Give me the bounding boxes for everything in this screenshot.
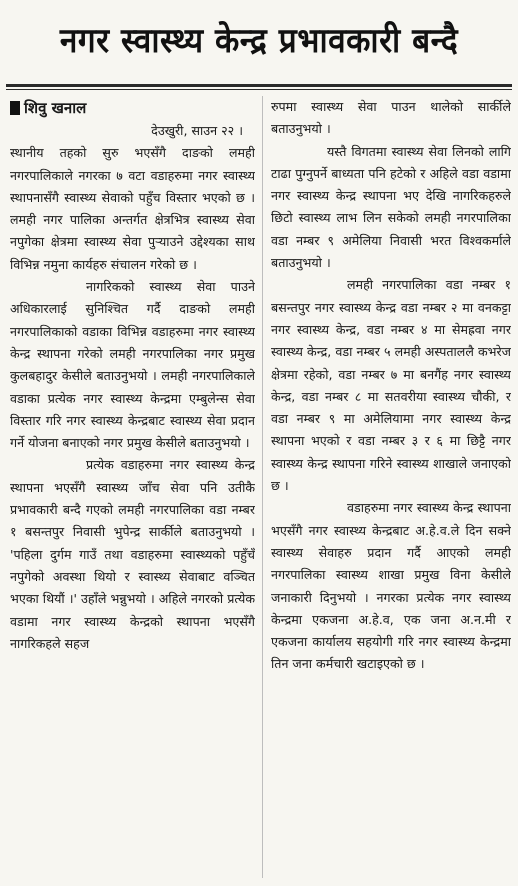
headline-rule-thin — [6, 89, 512, 90]
column-divider — [262, 96, 263, 878]
paragraph: वडाहरुमा नगर स्वास्थ्य केन्द्र स्थापना भएसँगै नगर स्वास्थ्य केन्द्रबाट अ.हे.व.ले दिन सक्ने स्वास्थ्य सेवाहरु प्रदान गर्दै आएको लमही नगरपालिका स्वास्थ्य शाखा प्रमुख विना केसीले जनाकारी दिनुभयो । नगरका प्रत्येक नगर स्वास्थ्य केन्द्रमा एकजना अ.हे.व, एक जना अ.न.मी र एकजना कार्यालय सहयोगी गरि नगर स्वास्थ्य केन्द्रमा तिन जना कर्मचारी खटाइएको छ । — [271, 500, 511, 672]
headline-rule — [6, 84, 512, 87]
byline — [10, 96, 255, 120]
paragraph: यस्तै विगतमा स्वास्थ्य सेवा लिनको लागि टाढा पुग्नुपर्ने बाध्यता पनि हटेको र अहिले वडा वडामा नगर स्वास्थ्य केन्द्र स्थापना भए देखि नागरिकहरुले छिटो स्वास्थ्य लाभ लिन सकेको लमही नगरपालिका वडा नम्बर ९ अमेलिया निवासी भरत विश्वकर्माले बताउनुभयो । — [271, 143, 511, 271]
headline: नगर स्वास्थ्य केन्द्र प्रभावकारी बन्दै — [59, 21, 459, 61]
paragraph: नागरिकको स्वास्थ्य सेवा पाउने अधिकारलाई सुनिश्चित गर्दै दाङको लमही नगरपालिकाको वडाका विभिन्न वडाहरुमा नगर स्वास्थ्य केन्द्र स्थापना गरेको लमही नगरपालिका नगर प्रमुख कुलबहादुर केसीले बताउनुभयो । लमही नगरपालिकाले वडाका प्रत्येक नगर स्वास्थ्य केन्द्रमा एम्बुलेन्स सेवा विस्तार गरि नगर स्वास्थ्य केन्द्रबाट स्वास्थ्य सेवा प्रदान गर्ने योजना बनाएको नगर प्रमुख केसीले बताउनुभयो । — [10, 279, 255, 451]
byline-author: शिवु खनाल — [24, 99, 87, 117]
paragraph: प्रत्येक वडाहरुमा नगर स्वास्थ्य केन्द्र स्थापना भएसँगै स्वास्थ्य जाँच सेवा पनि उतीकै प्रभावकारी बन्दै गएको लमही नगरपालिका वडा नम्बर १ बसन्तपुर निवासी भुपेन्द्र सार्कीले बताउनुभयो । 'पहिला दुर्गम गाउँ तथा वडाहरुमा स्वास्थ्यको पहुँचँ नपुगेको अवस्था थियो र स्वास्थ्य सेवाबाट वञ्चित भएका थियौं ।' उहाँले भन्नुभयो । अहिले नगरको प्रत्येक वडामा नगर स्वास्थ्य केन्द्रको स्थापना भएसँगै नागरिकहले सहज — [10, 457, 255, 651]
paragraph: रुपमा स्वास्थ्य सेवा पाउन थालेको सार्कीले बताउनुभयो । — [271, 99, 511, 137]
paragraph: स्थानीय तहको सुरु भएसँगै दाङको लमही नगरपालिकाले नगरका ७ वटा वडाहरुमा नगर स्वास्थ्य स्थापनासँगै स्वास्थ्य सेवाको पहुँच विस्तार भएको छ । लमही नगर पालिका अन्तर्गत क्षेत्रभित्र स्वास्थ्य सेवा नपुगेका क्षेत्रमा स्वास्थ्य सेवा पुऱ्याउने उद्देश्यका साथ विभिन्न नमुना कार्यहरु संचालन गरेको छ । — [10, 145, 255, 272]
article-column-left — [10, 96, 255, 880]
article-column-right — [271, 96, 511, 880]
byline-square-icon — [10, 101, 20, 115]
paragraph: लमही नगरपालिका वडा नम्बर १ बसन्तपुर नगर स्वास्थ्य केन्द्र वडा नम्बर २ मा वनकट्टा नगर स्वास्थ्य केन्द्र, वडा नम्बर ४ मा सेमह्रवा नगर स्वास्थ्य केन्द्र, वडा नम्बर ५ लमही अस्पताललै कभरेज क्षेत्रमा रहेको, वडा नम्बर ७ मा बनगैंह नगर स्वास्थ्य केन्द्र, वडा नम्बर ८ मा सतवरीया स्वास्थ्य चौकी, र वडा नम्बर ९ मा अमेलियामा नगर स्वास्थ्य केन्द्र स्थापना भएको र वडा नम्बर ३ र ६ मा छिट्टै नगर स्वास्थ्य केन्द्र स्थापना गरिने स्वास्थ्य शाखाले जनाएको छ । — [271, 277, 511, 494]
dateline: देउखुरी, साउन २२ । — [151, 123, 243, 138]
